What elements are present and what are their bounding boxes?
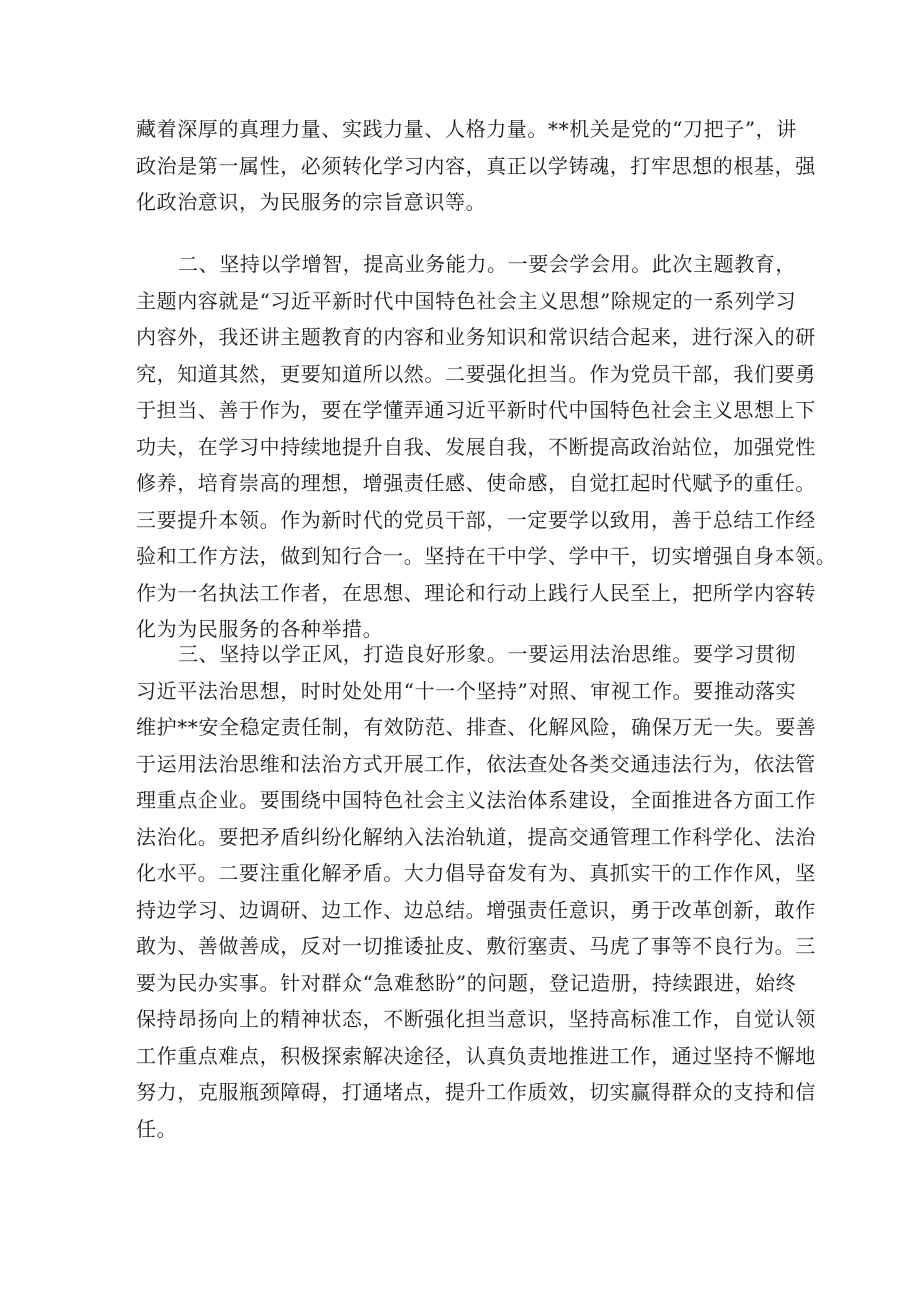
text-line: 努力，克服瓶颈障碍，打通堵点，提升工作质效，切实赢得群众的支持和信 (136, 1080, 816, 1104)
text-line: 藏着深厚的真理力量、实践力量、人格力量。**机关是党的“刀把子”，讲 (136, 117, 797, 141)
text-line: 敢为、善做善成，反对一切推诿扯皮、敷衍塞责、马虎了事等不良行为。三 (136, 934, 816, 958)
text-line: 于担当、善于作为，要在学懂弄通习近平新时代中国特色社会主义思想上下 (136, 398, 816, 422)
text-line: 三、坚持以学正风，打造良好形象。一要运用法治思维。要学习贯彻 (178, 642, 796, 666)
text-line: 主题内容就是“习近平新时代中国特色社会主义思想”除规定的一系列学习 (136, 288, 797, 313)
text-line: 功夫，在学习中持续地提升自我、发展自我，不断提高政治站位，加强党性 (136, 434, 816, 459)
text-line: 于运用法治思维和法治方式开展工作，依法查处各类交通违法行为，依法管 (136, 751, 816, 776)
paragraph-good-image (136, 636, 817, 1147)
text-line: 验和工作方法，做到知行合一。坚持在干中学、学中干，切实增强自身本领。 (136, 544, 837, 568)
text-line: 保持昂扬向上的精神状态，不断强化担当意识，坚持高标准工作，自觉认领 (136, 1007, 816, 1031)
paragraph-political-awareness (136, 111, 816, 221)
text-line: 三要提升本领。作为新时代的党员干部，一定要学以致用，善于总结工作经 (136, 507, 816, 532)
text-line: 要为民办实事。针对群众“急难愁盼”的问题，登记造册，持续跟进，始终 (136, 970, 797, 995)
text-line: 法治化。要把矛盾纠纷化解纳入法治轨道，提高交通管理工作科学化、法治 (136, 824, 816, 849)
text-line: 作为一名执法工作者，在思想、理论和行动上践行人民至上，把所学内容转 (136, 580, 816, 605)
text-line: 政治是第一属性，必须转化学习内容，真正以学铸魂，打牢思想的根基，强 (136, 153, 816, 178)
text-line: 维护**安全稳定责任制，有效防范、排查、化解风险，确保万无一失。要善 (136, 715, 817, 739)
text-line: 究，知道其然，更要知道所以然。二要强化担当。作为党员干部，我们要勇 (136, 361, 816, 386)
text-line: 习近平法治思想，时时处处用“十一个坚持”对照、审视工作。要推动落实 (136, 678, 797, 703)
text-line: 修养，培育崇高的理想，增强责任感、使命感，自觉扛起时代赋予的重任。 (136, 471, 816, 495)
text-line: 化水平。二要注重化解矛盾。大力倡导奋发有为、真抓实干的工作作风，坚 (136, 861, 816, 885)
text-line: 内容外，我还讲主题教育的内容和业务知识和常识结合起来，进行深入的研 (136, 325, 816, 349)
text-line: 化政治意识，为民服务的宗旨意识等。 (136, 190, 487, 214)
text-line: 任。 (136, 1116, 178, 1141)
text-line: 化为为民服务的各种举措。 (136, 617, 384, 641)
text-line: 理重点企业。要围绕中国特色社会主义法治体系建设，全面推进各方面工作 (136, 788, 816, 812)
text-line: 工作重点难点，积极探索解决途径，认真负责地推进工作，通过坚持不懈地 (136, 1043, 816, 1068)
text-line: 二、坚持以学增智，提高业务能力。一要会学会用。此次主题教育， (178, 252, 796, 276)
paragraph-professional-ability (136, 246, 837, 648)
text-line: 持边学习、边调研、边工作、边总结。增强责任意识，勇于改革创新，敢作 (136, 897, 816, 922)
